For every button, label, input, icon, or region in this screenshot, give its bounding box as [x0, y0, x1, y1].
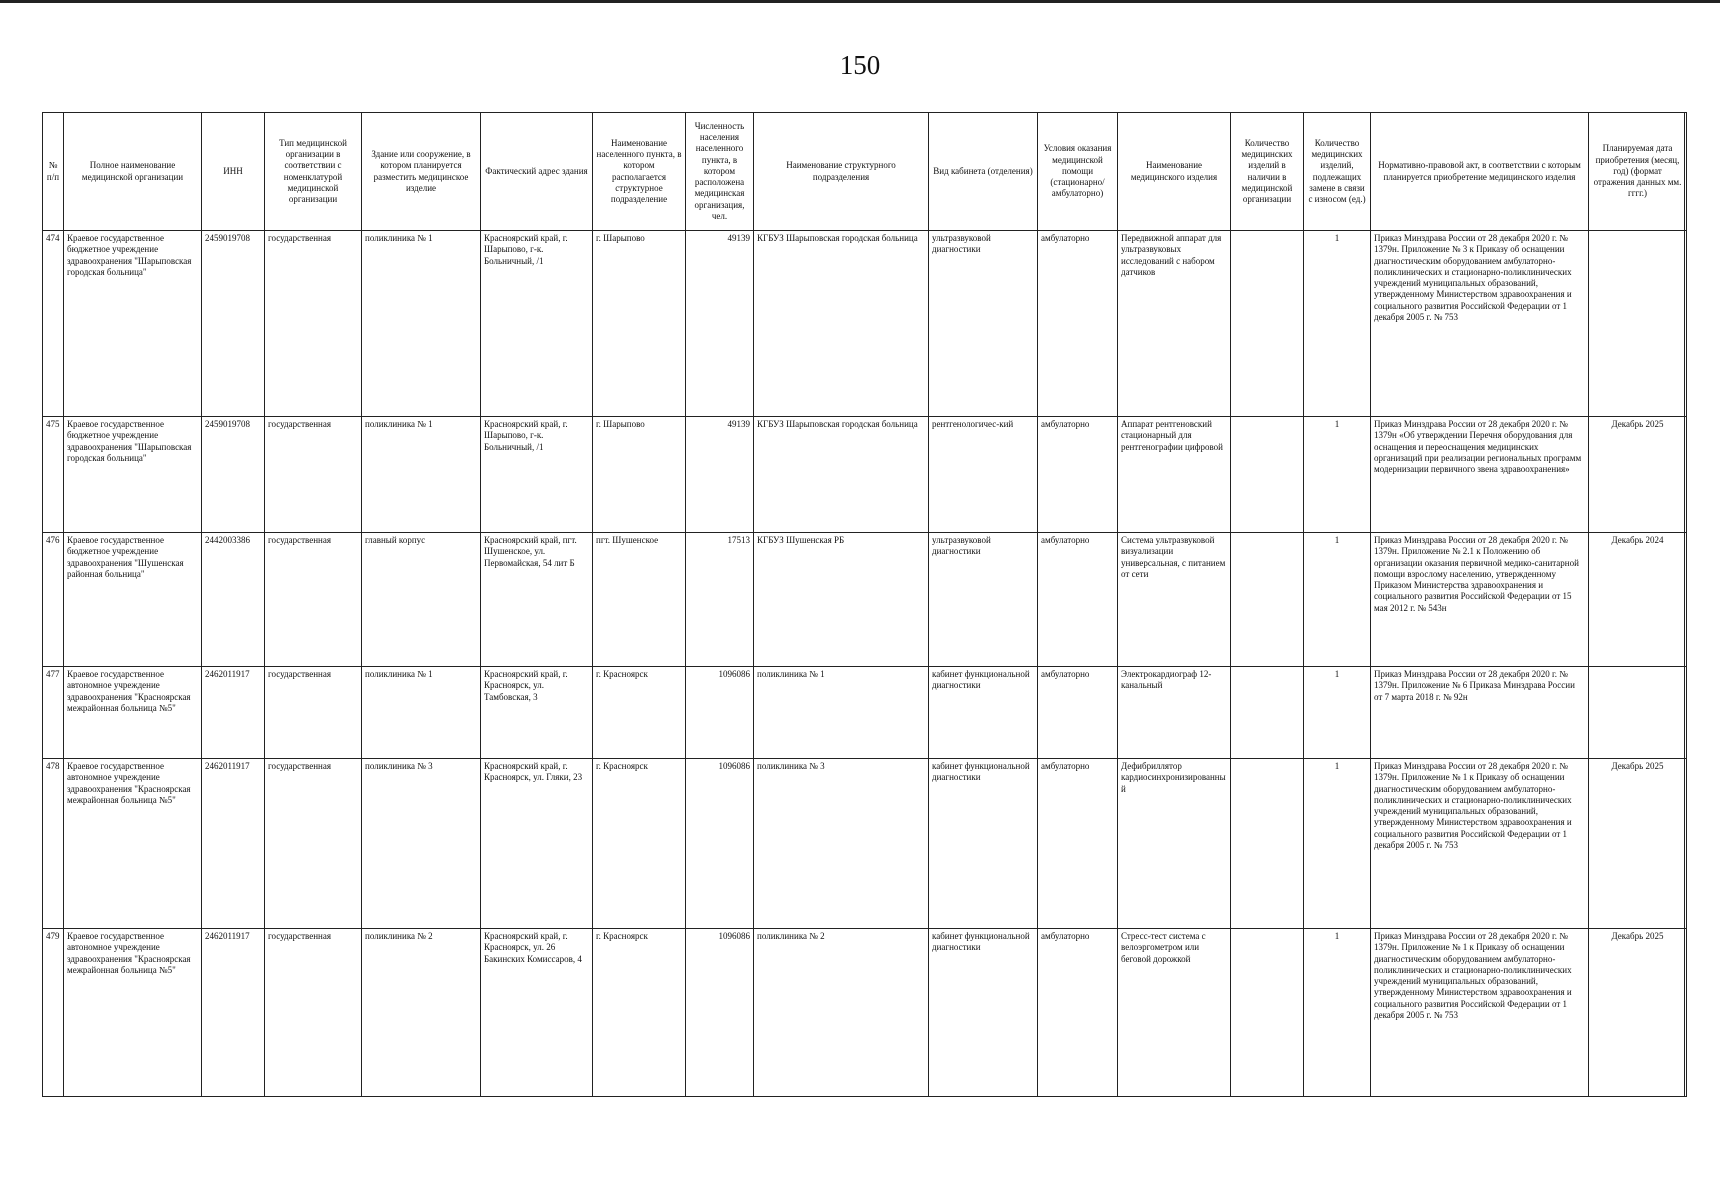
locality-cell: г. Красноярск [593, 759, 686, 929]
building-cell: поликлиника № 2 [362, 929, 481, 1097]
table-row [43, 417, 1687, 533]
division-cell: поликлиника № 1 [754, 667, 929, 759]
equipment-table [42, 112, 1687, 1097]
locality-cell: г. Красноярск [593, 667, 686, 759]
inn-cell: 2462011917 [202, 929, 265, 1097]
inn-cell: 2442003386 [202, 533, 265, 667]
locality-cell: г. Шарыпово [593, 417, 686, 533]
org-type-cell: государственная [265, 759, 362, 929]
header-cell: ИНН [202, 113, 265, 231]
device-name-cell: Электрокардиограф 12-канальный [1118, 667, 1231, 759]
address-cell: Красноярский край, пгт. Шушенское, ул. Первомайская, 54 лит Б [481, 533, 593, 667]
address-cell: Красноярский край, г. Красноярск, ул. Тамбовская, 3 [481, 667, 593, 759]
header-cell: Нормативно-правовой акт, в соответствии с которым планируется приобретение медицинского изделия [1371, 113, 1589, 231]
org-name-cell: Краевое государственное бюджетное учреждение здравоохранения "Шушенская районная больница" [64, 533, 202, 667]
org-name-cell: Краевое государственное бюджетное учреждение здравоохранения "Шарыповская городская больница" [64, 417, 202, 533]
division-cell: поликлиника № 2 [754, 929, 929, 1097]
division-cell: КГБУЗ Шарыповская городская больница [754, 231, 929, 417]
inn-cell: 2459019708 [202, 417, 265, 533]
header-cell: Количество медицинских изделий в наличии в медицинской организации [1231, 113, 1304, 231]
org-name-cell: Краевое государственное автономное учреждение здравоохранения "Красноярская межрайонная больница №5" [64, 667, 202, 759]
cabinet-cell: кабинет функциональной диагностики [929, 667, 1038, 759]
division-cell: поликлиника № 3 [754, 759, 929, 929]
header-cell: Наименование населенного пункта, в котором располагается структурное подразделение [593, 113, 686, 231]
replace-count-cell: 1 [1304, 231, 1371, 417]
in-stock-cell [1231, 759, 1304, 929]
header-cell: Количество медицинских изделий, подлежащих замене в связи с износом (ед.) [1304, 113, 1371, 231]
locality-cell: г. Красноярск [593, 929, 686, 1097]
building-cell: главный корпус [362, 533, 481, 667]
in-stock-cell [1231, 533, 1304, 667]
planned-date-cell: Декабрь 2025 [1589, 759, 1687, 929]
planned-date-cell [1589, 667, 1687, 759]
inn-cell: 2462011917 [202, 759, 265, 929]
population-cell: 1096086 [686, 929, 754, 1097]
org-name-cell: Краевое государственное автономное учреждение здравоохранения "Красноярская межрайонная больница №5" [64, 759, 202, 929]
org-type-cell: государственная [265, 417, 362, 533]
org-type-cell: государственная [265, 667, 362, 759]
table-row [43, 667, 1687, 759]
cabinet-cell: ультразвуковой диагностики [929, 533, 1038, 667]
header-cell: Здание или сооружение, в котором планируется разместить медицинское изделие [362, 113, 481, 231]
building-cell: поликлиника № 1 [362, 667, 481, 759]
population-cell: 1096086 [686, 759, 754, 929]
replace-count-cell: 1 [1304, 759, 1371, 929]
cabinet-cell: кабинет функциональной диагностики [929, 929, 1038, 1097]
org-type-cell: государственная [265, 533, 362, 667]
header-cell: Фактический адрес здания [481, 113, 593, 231]
org-type-cell: государственная [265, 929, 362, 1097]
table-row [43, 533, 1687, 667]
table-row [43, 759, 1687, 929]
conditions-cell: амбулаторно [1038, 533, 1118, 667]
replace-count-cell: 1 [1304, 533, 1371, 667]
cabinet-cell: рентгенологичес-кий [929, 417, 1038, 533]
legal-act-cell: Приказ Минздрава России от 28 декабря 2020 г. № 1379н «Об утверждении Перечня оборудования для оснащения и переоснащения медицинских организаций при реализации региональных программ модернизации первичного звена здравоохранения» [1371, 417, 1589, 533]
table-row [43, 929, 1687, 1097]
row-number-cell: 474 [43, 231, 64, 417]
header-cell: Наименование структурного подразделения [754, 113, 929, 231]
planned-date-cell: Декабрь 2025 [1589, 417, 1687, 533]
population-cell: 1096086 [686, 667, 754, 759]
conditions-cell: амбулаторно [1038, 231, 1118, 417]
device-name-cell: Система ультразвуковой визуализации универсальная, с питанием от сети [1118, 533, 1231, 667]
conditions-cell: амбулаторно [1038, 667, 1118, 759]
legal-act-cell: Приказ Минздрава России от 28 декабря 2020 г. № 1379н. Приложение № 2.1 к Положению об организации оказания первичной медико-санитарной помощи взрослому населению, утвержденному Приказом Министерства здравоохранения и социального развития Российской Федерации от 15 мая 2012 г. № 543н [1371, 533, 1589, 667]
org-type-cell: государственная [265, 231, 362, 417]
building-cell: поликлиника № 3 [362, 759, 481, 929]
conditions-cell: амбулаторно [1038, 417, 1118, 533]
table-row [43, 231, 1687, 417]
address-cell: Красноярский край, г. Красноярск, ул. 26 Бакинских Комиссаров, 4 [481, 929, 593, 1097]
header-cell: № п/п [43, 113, 64, 231]
inn-cell: 2459019708 [202, 231, 265, 417]
cabinet-cell: ультразвуковой диагностики [929, 231, 1038, 417]
device-name-cell: Дефибриллятор кардиосинхронизированный [1118, 759, 1231, 929]
building-cell: поликлиника № 1 [362, 417, 481, 533]
page-number: 150 [839, 50, 881, 80]
org-name-cell: Краевое государственное бюджетное учреждение здравоохранения "Шарыповская городская больница" [64, 231, 202, 417]
row-number-cell: 477 [43, 667, 64, 759]
row-number-cell: 478 [43, 759, 64, 929]
header-cell: Численность населения населенного пункта, в котором расположена медицинская организация, чел. [686, 113, 754, 231]
header-row [43, 113, 1687, 231]
in-stock-cell [1231, 417, 1304, 533]
address-cell: Красноярский край, г. Шарыпово, г-к. Больничный, /1 [481, 417, 593, 533]
building-cell: поликлиника № 1 [362, 231, 481, 417]
planned-date-cell [1589, 231, 1687, 417]
header-cell: Планируемая дата приобретения (месяц, год) (формат отражения данных мм. гггг.) [1589, 113, 1687, 231]
replace-count-cell: 1 [1304, 417, 1371, 533]
division-cell: КГБУЗ Шарыповская городская больница [754, 417, 929, 533]
replace-count-cell: 1 [1304, 929, 1371, 1097]
org-name-cell: Краевое государственное автономное учреждение здравоохранения "Красноярская межрайонная больница №5" [64, 929, 202, 1097]
legal-act-cell: Приказ Минздрава России от 28 декабря 2020 г. № 1379н. Приложение № 3 к Приказу об оснащении диагностическим оборудованием амбулаторно-поликлинических и стационарно-поликлинических учреждений муниципальных образований, утвержденному Министерством здравоохранения и социального развития Российской Федерации от 1 декабря 2005 г. № 753 [1371, 231, 1589, 417]
device-name-cell: Передвижной аппарат для ультразвуковых исследований с набором датчиков [1118, 231, 1231, 417]
in-stock-cell [1231, 667, 1304, 759]
address-cell: Красноярский край, г. Красноярск, ул. Гляки, 23 [481, 759, 593, 929]
division-cell: КГБУЗ Шушенская РБ [754, 533, 929, 667]
legal-act-cell: Приказ Минздрава России от 28 декабря 2020 г. № 1379н. Приложение № 1 к Приказу об оснащении диагностическим оборудованием амбулаторно-поликлинических и стационарно-поликлинических учреждений муниципальных образований, утвержденному Министерством здравоохранения и социального развития Российской Федерации от 1 декабря 2005 г. № 753 [1371, 759, 1589, 929]
row-number-cell: 476 [43, 533, 64, 667]
top-edge-line [0, 0, 1720, 3]
header-cell: Условия оказания медицинской помощи (стационарно/ амбулаторно) [1038, 113, 1118, 231]
population-cell: 17513 [686, 533, 754, 667]
inn-cell: 2462011917 [202, 667, 265, 759]
legal-act-cell: Приказ Минздрава России от 28 декабря 2020 г. № 1379н. Приложение № 6 Приказа Минздрава России от 7 марта 2018 г. № 92н [1371, 667, 1589, 759]
population-cell: 49139 [686, 231, 754, 417]
replace-count-cell: 1 [1304, 667, 1371, 759]
locality-cell: г. Шарыпово [593, 231, 686, 417]
conditions-cell: амбулаторно [1038, 929, 1118, 1097]
header-cell: Наименование медицинского изделия [1118, 113, 1231, 231]
header-cell: Вид кабинета (отделения) [929, 113, 1038, 231]
row-number-cell: 475 [43, 417, 64, 533]
in-stock-cell [1231, 231, 1304, 417]
device-name-cell: Стресс-тест система с велоэргометром или беговой дорожкой [1118, 929, 1231, 1097]
in-stock-cell [1231, 929, 1304, 1097]
device-name-cell: Аппарат рентгеновский стационарный для рентгенографии цифровой [1118, 417, 1231, 533]
cabinet-cell: кабинет функциональной диагностики [929, 759, 1038, 929]
planned-date-cell: Декабрь 2024 [1589, 533, 1687, 667]
locality-cell: пгт. Шушенское [593, 533, 686, 667]
planned-date-cell: Декабрь 2025 [1589, 929, 1687, 1097]
row-number-cell: 479 [43, 929, 64, 1097]
header-cell: Тип медицинской организации в соответствии с номенклатурой медицинской организации [265, 113, 362, 231]
header-cell: Полное наименование медицинской организации [64, 113, 202, 231]
conditions-cell: амбулаторно [1038, 759, 1118, 929]
population-cell: 49139 [686, 417, 754, 533]
address-cell: Красноярский край, г. Шарыпово, г-к. Больничный, /1 [481, 231, 593, 417]
legal-act-cell: Приказ Минздрава России от 28 декабря 2020 г. № 1379н. Приложение № 1 к Приказу об оснащении диагностическим оборудованием амбулаторно-поликлинических и стационарно-поликлинических учреждений муниципальных образований, утвержденному Министерством здравоохранения и социального развития Российской Федерации от 1 декабря 2005 г. № 753 [1371, 929, 1589, 1097]
right-margin-line [1684, 112, 1685, 1097]
